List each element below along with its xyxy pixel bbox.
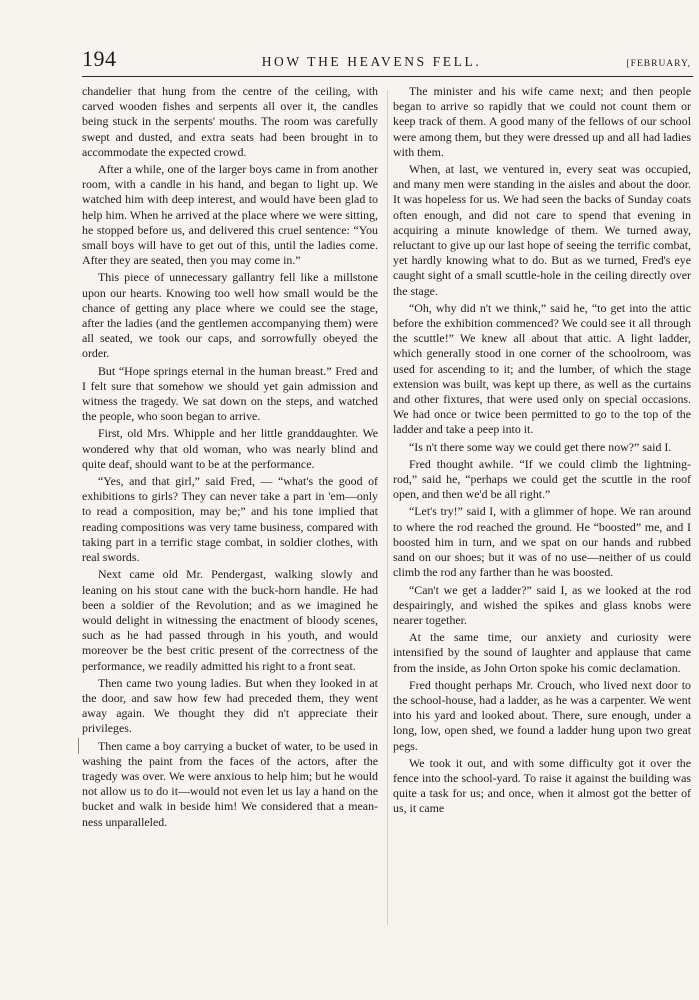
paragraph: This piece of unnecessary gallantry fell like a millstone upon our hearts. Knowing too well how small would be the chance of getting any place where we could see the stage, after the ladies (and the gentlemen accompanying them) were all seated, we took our caps, and sorrowfully obeyed the order.: [82, 270, 378, 361]
paragraph: After a while, one of the larger boys came in from another room, with a candle in his hand, and began to light up. We watched him with deep interest, and would have been glad to help him. When he arrived at the place where we were sitting, he stopped before us, and delivered this cruel sentence: “You small boys will have to get out of this, until the ladies come. After they are seated, then you may come in.”: [82, 162, 378, 268]
left-column: [82, 84, 378, 830]
paragraph: At the same time, our anxiety and curiosity were intensified by the sound of laughter and applause that came from the inside, as John Orton spoke his comic declamation.: [393, 630, 691, 675]
issue-month: [FEBRUARY,: [626, 59, 691, 69]
page-header: [82, 46, 691, 72]
right-column: [393, 84, 691, 817]
page-number: 194: [82, 46, 117, 71]
paragraph: Fred thought awhile. “If we could climb the lightning-rod,” said he, “perhaps we could get the scuttle in the roof open, and then we'd be all right.”: [393, 456, 691, 502]
paragraph: “Oh, why did n't we think,” said he, “to get into the attic before the exhibition commenced? We could see it all through the scuttle!” We knew all about that attic. A light ladder, which generally stood in one corner of the schoolroom, was used for ascending to it; and the lumber, of which the stage extension was built, was kept up there, as well as the curtains and other fixtures, that were used only on special occasions. We had once or twice been permitted to go to the top of the ladder and take a peep into it.: [393, 300, 691, 437]
paragraph: But “Hope springs eternal in the human breast.” Fred and I felt sure that somehow we should yet gain admission and witness the tragedy. We sat down on the steps, and watched the people, who soon began to arrive.: [82, 363, 378, 424]
paragraph: “Can't we get a ladder?” said I, as we looked at the rod despairingly, and wished the spikes and glass knobs were nearer together.: [393, 582, 691, 627]
paragraph: Next came old Mr. Pendergast, walking slowly and leaning on his stout cane with the buck-horn handle. He had been a soldier of the Revolution; and as we imagined he would delight in witnessing the enactment of bloody scenes, such as he had passed through in his youth, and would moreover be the best critic present of the correctness of the performance, we readily admitted his right to a front seat.: [82, 567, 378, 673]
paragraph: “Is n't there some way we could get there now?” said I.: [409, 439, 672, 454]
paragraph: “Let's try!” said I, with a glimmer of hope. We ran around to where the rod reached the ground. He “boosted” me, and I boosted him in turn, and we spat on our hands and rubbed sand on our shoes; but it was of no use—neither of us could climb the rod any farther than he was boosted.: [393, 504, 691, 580]
paragraph: Fred thought perhaps Mr. Crouch, who lived next door to the school-house, had a ladder, as he was a carpenter. We went into his yard and looked about. There, sure enough, under a long, low, open shed, we found a ladder hung upon two great pegs.: [393, 677, 691, 753]
column-divider: [387, 90, 388, 925]
paragraph: “Yes, and that girl,” said Fred, — “what's the good of exhibitions to girls? They can never take a part in 'em—only to read a composition, may be;” and his tone implied that reading compositions was very tame business, compared with taking part in a terrific stage combat, in soldier clothes, with real swords.: [82, 474, 378, 565]
margin-mark: [78, 738, 79, 754]
paragraph: First, old Mrs. Whipple and her little granddaughter. We wondered why that old woman, who was nearly blind and quite deaf, should want to be at the performance.: [82, 426, 378, 471]
paragraph: Then came a boy carrying a bucket of water, to be used in washing the paint from the faces of the actors, after the tragedy was over. We were anxious to help him; but he would not allow us to do it—would not even let us lay a hand on the bucket and walk in beside him! We considered that a meanness unparalleled.: [82, 738, 378, 829]
paragraph: We took it out, and with some difficulty got it over the fence into the school-yard. To raise it against the building was quite a task for us; and once, when it almost got the better of us, it came: [393, 755, 691, 816]
paragraph: The minister and his wife came next; and then people began to arrive so rapidly that we could not count them or keep track of them. A good many of the fellows of our school were among them, but they were dressed up and all had ladies with them.: [393, 84, 691, 159]
paragraph: Then came two young ladies. But when they looked in at the door, and saw how few had preceded them, they went away again. We thought they did n't appreciate their privileges.: [82, 675, 378, 736]
paragraph: chandelier that hung from the centre of the ceiling, with carved wooden fishes and serpents all over it, the candles being stuck in the serpents' mouths. The room was carefully swept and dusted, and extra seats had been brought in to accommodate the expected crowd.: [82, 84, 378, 159]
paragraph: When, at last, we ventured in, every seat was occupied, and many men were standing in the aisles and about the door. It was hopeless for us. We had seen the backs of Sunday coats often enough, and did not care to spend that evening in acquiring a minute knowledge of them. We turned away, reluctant to give up our last hope of seeing the terrific combat, yet hardly knowing what to do. But as we turned, Fred's eye caught sight of a small scuttle-hole in the ceiling directly over the stage.: [393, 162, 691, 298]
running-title: HOW THE HEAVENS FELL.: [261, 54, 482, 69]
header-rule: [82, 76, 693, 77]
